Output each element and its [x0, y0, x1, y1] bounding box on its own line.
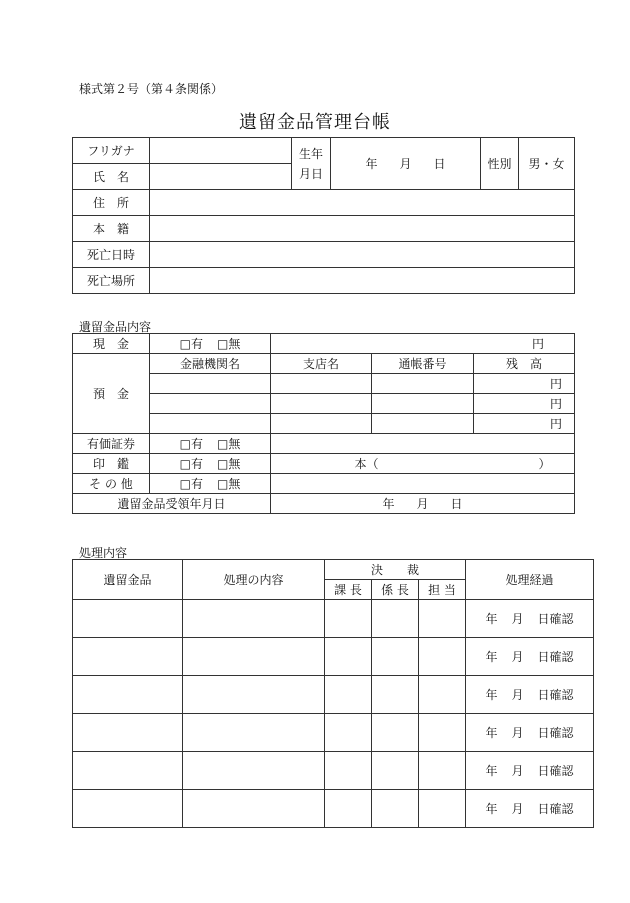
- seal-check[interactable]: [150, 454, 271, 474]
- deposit-passbook[interactable]: [372, 414, 474, 434]
- gender-choice[interactable]: 男・女: [519, 138, 575, 190]
- table-row: [73, 638, 594, 676]
- securities-detail[interactable]: [271, 434, 575, 454]
- row-content[interactable]: [183, 714, 325, 752]
- row-content[interactable]: [183, 600, 325, 638]
- row-progress[interactable]: 年 月 日確認: [466, 790, 594, 828]
- row-items[interactable]: [73, 638, 183, 676]
- col-staff-header: 係 長: [372, 580, 419, 600]
- gender-label: 性別: [481, 138, 519, 190]
- row-items[interactable]: [73, 676, 183, 714]
- checkbox-yes[interactable]: □有: [179, 437, 203, 451]
- row-chief-stamp[interactable]: [325, 752, 372, 790]
- cash-check[interactable]: [150, 334, 271, 354]
- death-place-field[interactable]: [150, 268, 575, 294]
- row-content[interactable]: [183, 752, 325, 790]
- deposit-balance[interactable]: 円: [474, 374, 575, 394]
- furigana-label: フリガナ: [73, 138, 150, 164]
- row-progress[interactable]: 年 月 日確認: [466, 600, 594, 638]
- deposit-passbook[interactable]: [372, 394, 474, 414]
- row-chief-stamp[interactable]: [325, 600, 372, 638]
- checkbox-no[interactable]: □無: [217, 477, 241, 491]
- bank-header-branch: 支店名: [271, 354, 372, 374]
- row-person-stamp[interactable]: [419, 752, 466, 790]
- table-row: [73, 600, 594, 638]
- row-items[interactable]: [73, 752, 183, 790]
- row-items[interactable]: [73, 790, 183, 828]
- col-decision-header: 決 裁: [325, 560, 466, 580]
- domicile-label: 本 籍: [73, 216, 150, 242]
- row-staff-stamp[interactable]: [372, 638, 419, 676]
- name-label: 氏 名: [73, 164, 150, 190]
- checkbox-no[interactable]: □無: [217, 337, 241, 351]
- checkbox-no[interactable]: □無: [217, 437, 241, 451]
- processing-table: [72, 559, 594, 828]
- deposit-balance[interactable]: 円: [474, 414, 575, 434]
- form-number: 様式第２号（第４条関係）: [79, 82, 224, 96]
- col-chief-header: 課 長: [325, 580, 372, 600]
- row-staff-stamp[interactable]: [372, 600, 419, 638]
- col-person-header: 担 当: [419, 580, 466, 600]
- securities-check[interactable]: [150, 434, 271, 454]
- table-row: [73, 714, 594, 752]
- row-person-stamp[interactable]: [419, 600, 466, 638]
- row-content[interactable]: [183, 676, 325, 714]
- address-label: 住 所: [73, 190, 150, 216]
- bank-header-balance: 残 高: [474, 354, 575, 374]
- table-row: [73, 790, 594, 828]
- personal-info-table: [72, 137, 575, 294]
- deposit-branch[interactable]: [271, 394, 372, 414]
- bank-header-passbook: 通帳番号: [372, 354, 474, 374]
- row-staff-stamp[interactable]: [372, 790, 419, 828]
- col-content-header: 処理の内容: [183, 560, 325, 600]
- domicile-field[interactable]: [150, 216, 575, 242]
- death-place-label: 死亡場所: [73, 268, 150, 294]
- table-row: [73, 752, 594, 790]
- other-detail[interactable]: [271, 474, 575, 494]
- contents-table: [72, 333, 575, 514]
- checkbox-yes[interactable]: □有: [179, 457, 203, 471]
- table-row: [73, 676, 594, 714]
- row-person-stamp[interactable]: [419, 714, 466, 752]
- seal-count[interactable]: 本（ ）: [271, 454, 575, 474]
- col-progress-header: 処理経過: [466, 560, 594, 600]
- birthdate-label: 生年 月日: [292, 138, 331, 190]
- furigana-field[interactable]: [150, 138, 292, 164]
- deposit-institution[interactable]: [150, 374, 271, 394]
- page-title: 遺留金品管理台帳: [239, 112, 391, 133]
- row-items[interactable]: [73, 600, 183, 638]
- birthdate-field[interactable]: 年 月 日: [331, 138, 481, 190]
- row-staff-stamp[interactable]: [372, 714, 419, 752]
- row-staff-stamp[interactable]: [372, 752, 419, 790]
- row-person-stamp[interactable]: [419, 790, 466, 828]
- row-chief-stamp[interactable]: [325, 638, 372, 676]
- contents-section-label: 遺留金品内容: [79, 320, 152, 334]
- deposit-institution[interactable]: [150, 414, 271, 434]
- row-chief-stamp[interactable]: [325, 714, 372, 752]
- row-person-stamp[interactable]: [419, 638, 466, 676]
- checkbox-yes[interactable]: □有: [179, 337, 203, 351]
- name-field[interactable]: [150, 164, 292, 190]
- row-chief-stamp[interactable]: [325, 790, 372, 828]
- deposit-branch[interactable]: [271, 414, 372, 434]
- address-field[interactable]: [150, 190, 575, 216]
- checkbox-yes[interactable]: □有: [179, 477, 203, 491]
- checkbox-no[interactable]: □無: [217, 457, 241, 471]
- row-items[interactable]: [73, 714, 183, 752]
- deposit-institution[interactable]: [150, 394, 271, 414]
- deposit-label: 預 金: [73, 354, 150, 434]
- death-datetime-label: 死亡日時: [73, 242, 150, 268]
- processing-section-label: 処理内容: [79, 546, 128, 560]
- death-datetime-field[interactable]: [150, 242, 575, 268]
- received-date-label: 遺留金品受領年月日: [73, 494, 271, 514]
- deposit-passbook[interactable]: [372, 374, 474, 394]
- securities-label: 有価証券: [73, 434, 150, 454]
- bank-header-institution: 金融機関名: [150, 354, 271, 374]
- row-person-stamp[interactable]: [419, 676, 466, 714]
- cash-label: 現 金: [73, 334, 150, 354]
- col-items-header: 遺留金品: [73, 560, 183, 600]
- seal-label: 印 鑑: [73, 454, 150, 474]
- row-chief-stamp[interactable]: [325, 676, 372, 714]
- row-progress[interactable]: 年 月 日確認: [466, 714, 594, 752]
- received-date-field[interactable]: 年 月 日: [271, 494, 575, 514]
- row-progress[interactable]: 年 月 日確認: [466, 752, 594, 790]
- cash-amount[interactable]: 円: [271, 334, 575, 354]
- deposit-branch[interactable]: [271, 374, 372, 394]
- row-progress[interactable]: 年 月 日確認: [466, 676, 594, 714]
- row-content[interactable]: [183, 638, 325, 676]
- row-staff-stamp[interactable]: [372, 676, 419, 714]
- row-progress[interactable]: 年 月 日確認: [466, 638, 594, 676]
- row-content[interactable]: [183, 790, 325, 828]
- other-label: そ の 他: [73, 474, 150, 494]
- deposit-balance[interactable]: 円: [474, 394, 575, 414]
- other-check[interactable]: [150, 474, 271, 494]
